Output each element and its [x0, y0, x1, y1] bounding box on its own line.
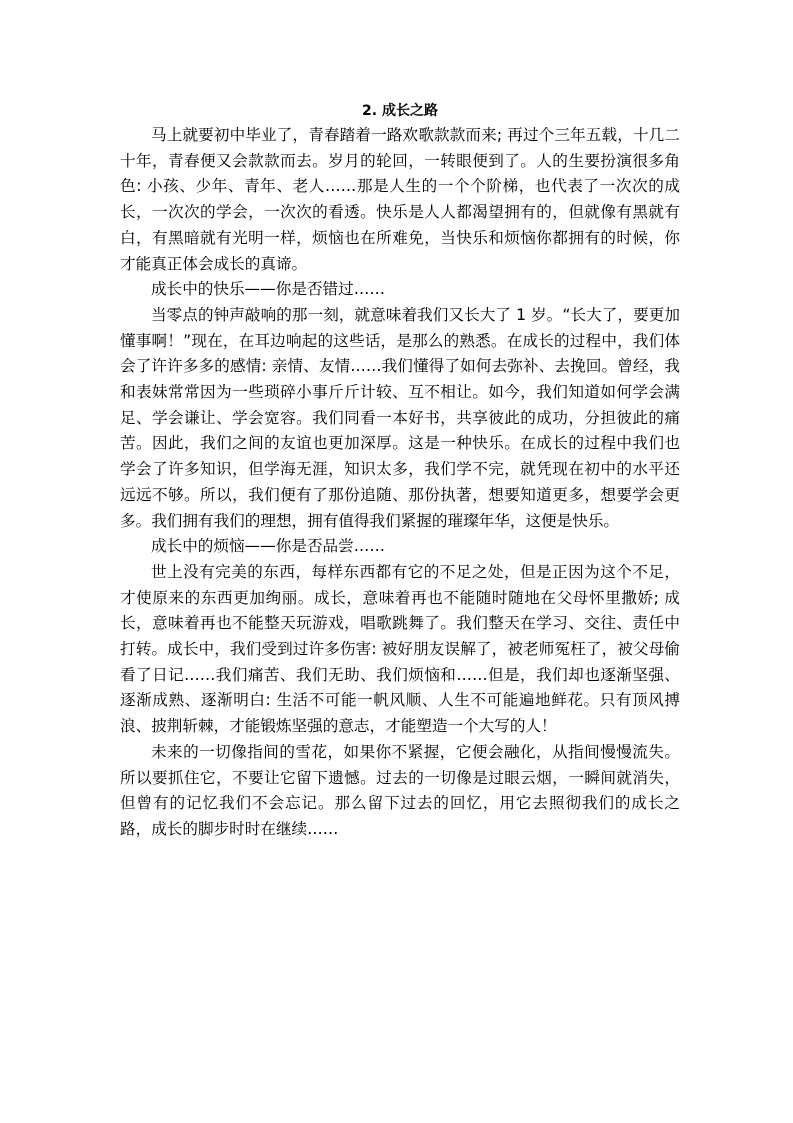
section-heading-worries: 成长中的烦恼——你是否品尝…… [151, 537, 385, 556]
section-heading-joy: 成长中的快乐——你是否错过…… [151, 280, 385, 299]
document-page [120, 101, 680, 843]
document-title: 2. 成长之路 [362, 103, 438, 119]
paragraph-joy: 当零点的钟声敲响的那一刻，就意味着我们又长大了 1 岁。“长大了，要更加懂事啊！”现在，在耳边响起的这些话，是那么的熟悉。在成长的过程中，我们体会了许许多多的感情: 亲情、友情……我们懂得了如何去弥补、去挽回。曾经，我和表妹常常因为一些琐碎小事斤斤计较、互不相让。如今，我们知道如何学会满足、学会谦让、学会宽容。我们同看一本好书，共享彼此的成功，分担彼此的痛苦。因此，我们之间的友谊也更加深厚。这是一种快乐。在成长的过程中我们也学会了许多知识，但学海无涯，知识太多，我们学不完，就凭现在初中的水平还远远不够。所以，我们便有了那份追随、那份执著，想要知道更多，想要学会更多。我们拥有我们的理想，拥有值得我们紧握的璀璨年华，这便是快乐。 [120, 305, 680, 530]
paragraph-intro: 马上就要初中毕业了，青春踏着一路欢歌款款而来; 再过个三年五载，十几二十年，青春便又会款款而去。岁月的轮回，一转眼便到了。人的生要扮演很多角色: 小孩、少年、青年、老人……那是人生的一个个阶梯，也代表了一次次的成长，一次次的学会，一次次的看透。快乐是人人都渴望拥有的，但就像有黑就有白，有黑暗就有光明一样，烦恼也在所难免，当快乐和烦恼你都拥有的时候，你才能真正体会成长的真谛。 [120, 126, 680, 273]
paragraph-worries: 世上没有完美的东西，每样东西都有它的不足之处，但是正因为这个不足，才使原来的东西更加绚丽。成长，意味着再也不能随时随地在父母怀里撒娇; 成长，意味着再也不能整天玩游戏，唱歌跳舞了。我们整天在学习、交往、责任中打转。成长中，我们受到过许多伤害: 被好朋友误解了，被老师冤枉了，被父母偷看了日记……我们痛苦、我们无助、我们烦恼和……但是，我们却也逐渐坚强、逐渐成熟、逐渐明白: 生活不可能一帆风顺、人生不可能遍地鲜花。只有顶风搏浪、披荆斩棘，才能锻炼坚强的意志，才能塑造一个大写的人！ [120, 562, 680, 736]
paragraph-conclusion: 未来的一切像指间的雪花，如果你不紧握，它便会融化，从指间慢慢流失。所以要抓住它，不要让它留下遗憾。过去的一切像是过眼云烟，一瞬间就消失，但曾有的记忆我们不会忘记。那么留下过去的回忆，用它去照彻我们的成长之路，成长的脚步时时在继续…… [120, 742, 680, 838]
